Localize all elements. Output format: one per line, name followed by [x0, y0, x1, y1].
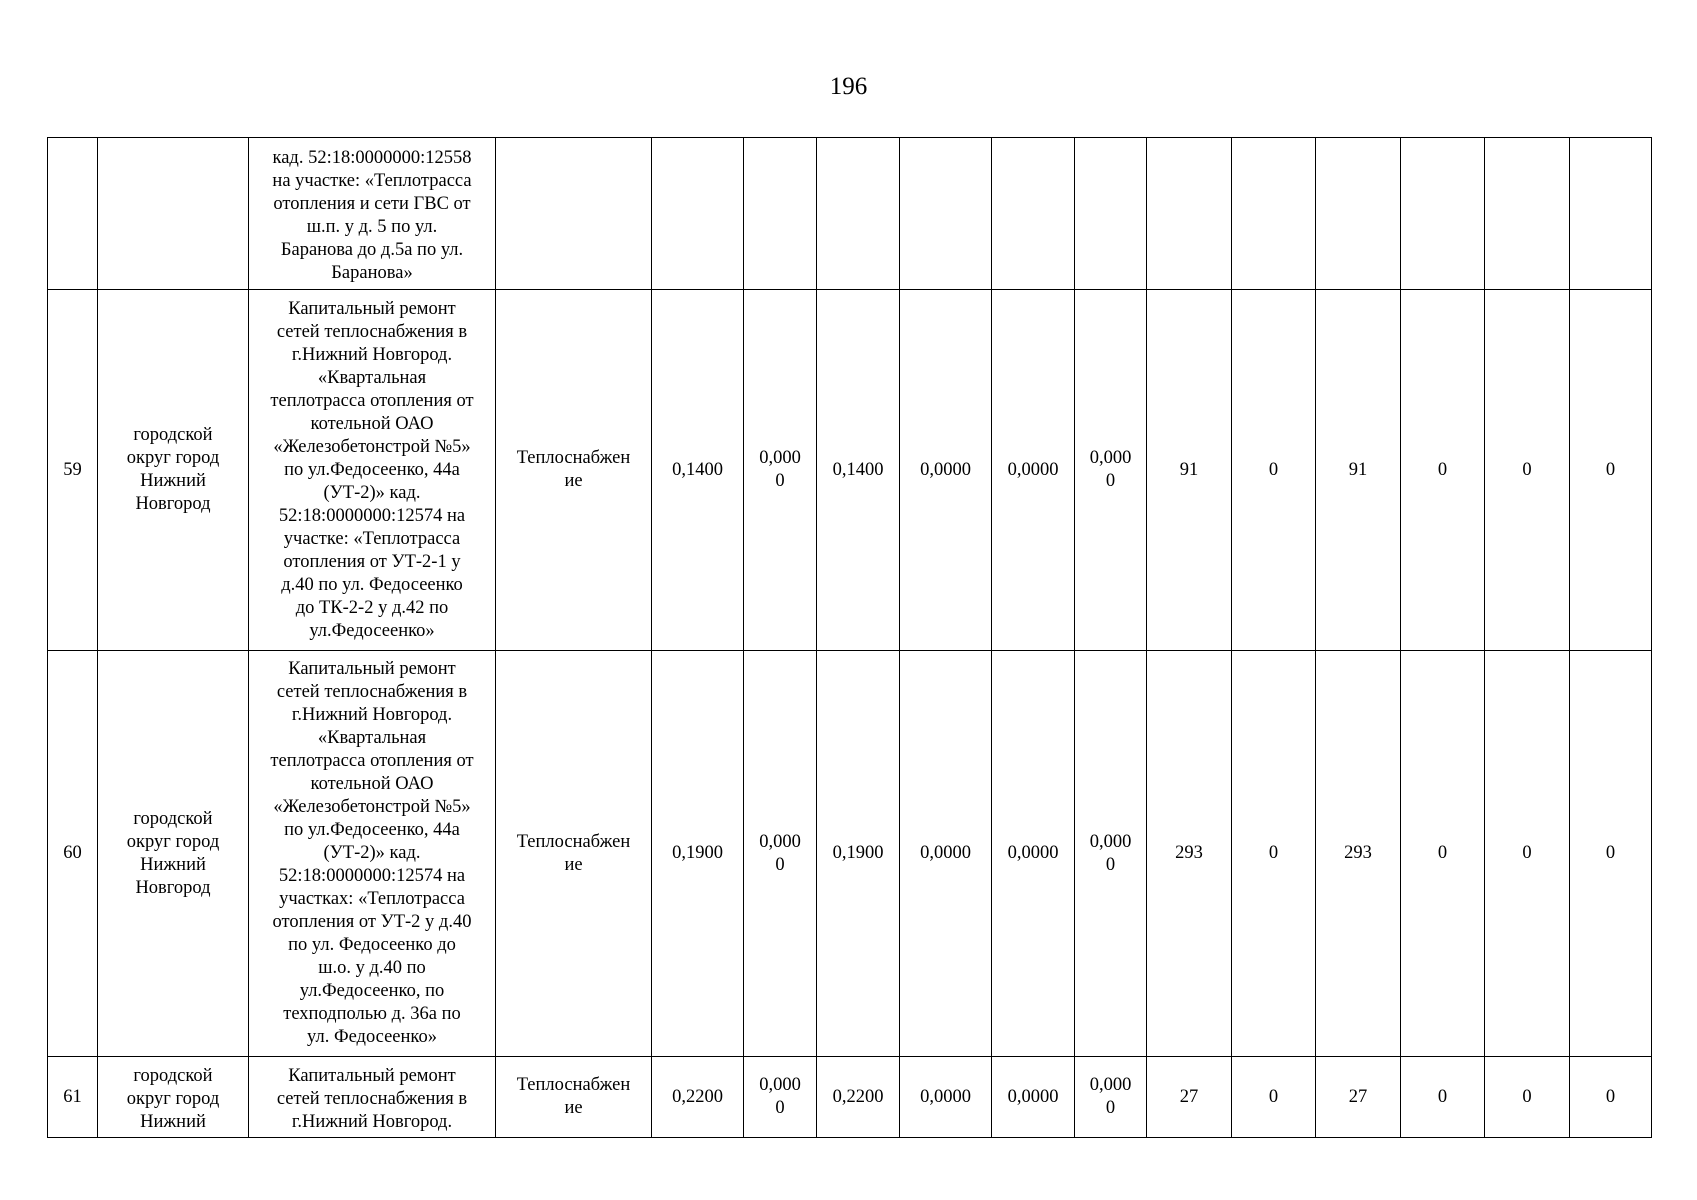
- row-number-cell: 61: [48, 1057, 98, 1138]
- value-cell: [1485, 138, 1570, 290]
- value-cell: 0,000 0: [1075, 651, 1147, 1057]
- value-cell: 0: [1485, 290, 1570, 651]
- value-cell: 91: [1316, 290, 1401, 651]
- table-row: [48, 1057, 1652, 1138]
- district-cell: городской округ город Нижний Новгород: [98, 290, 249, 651]
- value-cell: [992, 138, 1075, 290]
- value-cell: 0,0000: [992, 651, 1075, 1057]
- value-cell: 0,0000: [900, 651, 992, 1057]
- value-cell: 0: [1232, 1057, 1316, 1138]
- value-cell: [744, 138, 817, 290]
- value-cell: [1401, 138, 1485, 290]
- value-cell: 293: [1316, 651, 1401, 1057]
- table-row: [48, 651, 1652, 1057]
- value-cell: 0,0000: [900, 290, 992, 651]
- value-cell: 0,000 0: [1075, 290, 1147, 651]
- value-cell: 0: [1401, 1057, 1485, 1138]
- project-description-cell: Капитальный ремонт сетей теплоснабжения в г.Нижний Новгород. «Квартальная теплотрасса отопления от котельной ОАО «Железобетонстрой №5» по ул.Федосеенко, 44а (УТ-2)» кад. 52:18:0000000:12574 на участке: «Теплотрасса отопления от УТ-2-1 у д.40 по ул. Федосеенко до ТК-2-2 у д.42 по ул.Федосеенко»: [249, 290, 496, 651]
- table-row: [48, 290, 1652, 651]
- value-cell: 0: [1401, 290, 1485, 651]
- page-number: 196: [829, 73, 868, 100]
- value-cell: [1232, 138, 1316, 290]
- value-cell: 0,0000: [992, 1057, 1075, 1138]
- value-cell: 293: [1147, 651, 1232, 1057]
- row-number-cell: 59: [48, 290, 98, 651]
- district-cell: [98, 138, 249, 290]
- service-type-cell: Теплоснабжен ие: [496, 651, 652, 1057]
- value-cell: 0: [1485, 1057, 1570, 1138]
- project-description-cell: Капитальный ремонт сетей теплоснабжения в г.Нижний Новгород.: [249, 1057, 496, 1138]
- district-cell: городской округ город Нижний: [98, 1057, 249, 1138]
- value-cell: 0: [1570, 651, 1652, 1057]
- value-cell: 0: [1401, 651, 1485, 1057]
- value-cell: 0: [1232, 290, 1316, 651]
- service-type-cell: Теплоснабжен ие: [496, 290, 652, 651]
- value-cell: [900, 138, 992, 290]
- value-cell: [1316, 138, 1401, 290]
- value-cell: 0: [1570, 290, 1652, 651]
- value-cell: 0,2200: [817, 1057, 900, 1138]
- value-cell: 0,000 0: [1075, 1057, 1147, 1138]
- district-cell: городской округ город Нижний Новгород: [98, 651, 249, 1057]
- value-cell: 0,1900: [652, 651, 744, 1057]
- value-cell: 0,0000: [992, 290, 1075, 651]
- value-cell: 0,1400: [652, 290, 744, 651]
- value-cell: 0: [1570, 1057, 1652, 1138]
- investment-program-table: [47, 137, 1652, 1138]
- value-cell: 0,000 0: [744, 290, 817, 651]
- project-description-cell: кад. 52:18:0000000:12558 на участке: «Теплотрасса отопления и сети ГВС от ш.п. у д. 5 по ул. Баранова до д.5а по ул. Баранова»: [249, 138, 496, 290]
- value-cell: 0: [1232, 651, 1316, 1057]
- value-cell: 91: [1147, 290, 1232, 651]
- value-cell: 0,1400: [817, 290, 900, 651]
- value-cell: [1570, 138, 1652, 290]
- service-type-cell: [496, 138, 652, 290]
- value-cell: [1075, 138, 1147, 290]
- value-cell: 0,0000: [900, 1057, 992, 1138]
- value-cell: 0,000 0: [744, 1057, 817, 1138]
- service-type-cell: Теплоснабжен ие: [496, 1057, 652, 1138]
- value-cell: 0,1900: [817, 651, 900, 1057]
- project-description-cell: Капитальный ремонт сетей теплоснабжения в г.Нижний Новгород. «Квартальная теплотрасса отопления от котельной ОАО «Железобетонстрой №5» по ул.Федосеенко, 44а (УТ-2)» кад. 52:18:0000000:12574 на участках: «Теплотрасса отопления от УТ-2 у д.40 по ул. Федосеенко до ш.о. у д.40 по ул.Федосеенко, по техподполью д. 36а по ул. Федосеенко»: [249, 651, 496, 1057]
- value-cell: 0,2200: [652, 1057, 744, 1138]
- value-cell: [817, 138, 900, 290]
- value-cell: 27: [1147, 1057, 1232, 1138]
- value-cell: [652, 138, 744, 290]
- row-number-cell: 60: [48, 651, 98, 1057]
- value-cell: 27: [1316, 1057, 1401, 1138]
- row-number-cell: [48, 138, 98, 290]
- table-row-continuation: [48, 138, 1652, 290]
- value-cell: 0,000 0: [744, 651, 817, 1057]
- value-cell: [1147, 138, 1232, 290]
- value-cell: 0: [1485, 651, 1570, 1057]
